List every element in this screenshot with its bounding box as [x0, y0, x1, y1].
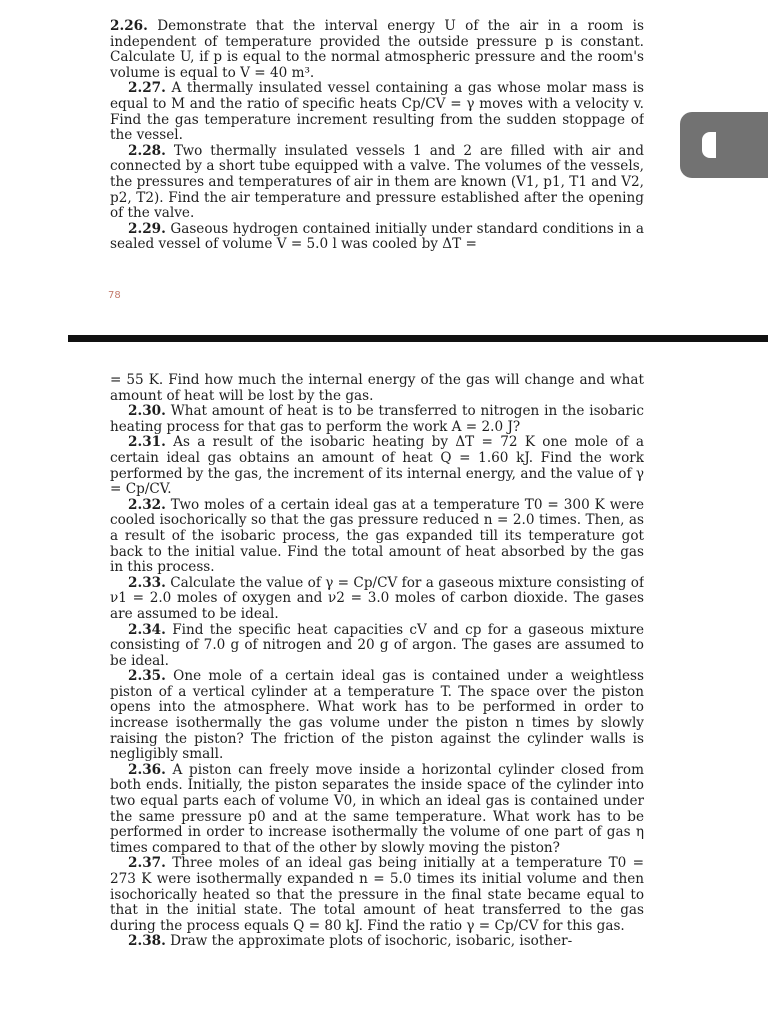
- page-divider: [68, 335, 768, 342]
- problem-text: As a result of the isobaric heating by ΔT = 72 K one mole of a certain ideal gas obtains an amount of heat Q = 1.60 kJ. Find the work performed by the gas, the increment of its internal energy, and the value of γ = Cp/CV.: [110, 434, 644, 498]
- problem-text: A piston can freely move inside a horizontal cylinder closed from both ends. Initially, the piston separates the inside space of the cylinder into two equal parts each of volume V0, in which an ideal gas is contained under the same pressure p0 and at the same temperature. What work has to be performed in order to increase isothermally the volume of one part of gas η times compared to that of the other by slowly moving the piston?: [110, 761, 644, 856]
- problem-2-28: [110, 144, 644, 222]
- problem-number: 2.35.: [128, 668, 166, 685]
- problem-text: Find the specific heat capacities cV and cp for a gaseous mixture consisting of 7.0 g of nitrogen and 20 g of argon. The gases are assumed to be ideal.: [110, 621, 644, 669]
- problem-2-26: [110, 19, 644, 81]
- problem-2-32: [110, 498, 644, 576]
- problem-number: 2.33.: [128, 574, 166, 591]
- continued-lead-text: = 55 K. Find how much the internal energy of the gas will change and what amount of heat will be lost by the gas.: [110, 373, 644, 404]
- problem-number: 2.34.: [128, 621, 166, 638]
- problem-text: Draw the approximate plots of isochoric, isobaric, isother-: [170, 933, 573, 950]
- problem-text: One mole of a certain ideal gas is contained under a weightless piston of a vertical cylinder at a temperature T. The space over the piston opens into the atmosphere. What work has to be performed in order to increase isothermally the gas volume under the piston n times by slowly raising the piston? The friction of the piston against the cylinder walls is negligibly small.: [110, 668, 644, 763]
- problem-2-34: [110, 623, 644, 670]
- problem-number: 2.29.: [128, 220, 166, 237]
- continued-text: [110, 373, 644, 404]
- bottom-page-text: [110, 373, 644, 1024]
- problem-number: 2.36.: [128, 761, 166, 778]
- problem-text: Two thermally insulated vessels 1 and 2 are filled with air and connected by a short tube equipped with a valve. The volumes of the vessels, the pressures and temperatures of air in them are known (V1, p1, T1 and V2, p2, T2). Find the air temperature and pressure established after the opening of the valve.: [110, 142, 644, 222]
- problem-2-31: [110, 435, 644, 497]
- problem-number: 2.26.: [110, 19, 148, 34]
- problem-text: Three moles of an ideal gas being initially at a temperature T0 = 273 K were isothermally expanded n = 5.0 times its initial volume and then isochorically heated so that the pressure in the final state became equal to that in the initial state. The total amount of heat transferred to the gas during the process equals Q = 80 kJ. Find the ratio γ = Cp/CV for this gas.: [110, 855, 644, 934]
- problem-2-33: [110, 576, 644, 623]
- problem-2-27: [110, 81, 644, 143]
- problem-2-38: [110, 934, 644, 950]
- problem-2-37: [110, 856, 644, 934]
- problem-2-36: [110, 763, 644, 857]
- problem-text: A thermally insulated vessel containing a gas whose molar mass is equal to M and the ratio of specific heats Cp/CV = γ moves with a velocity v. Find the gas temperature increment resulting from the sudden stoppage of the vessel.: [110, 80, 644, 144]
- side-tab-button[interactable]: [680, 112, 768, 178]
- problem-number: 2.38.: [128, 933, 166, 950]
- problem-number: 2.27.: [128, 80, 166, 97]
- problem-number: 2.30.: [128, 403, 166, 420]
- problem-text: Calculate the value of γ = Cp/CV for a gaseous mixture consisting of ν1 = 2.0 moles of oxygen and ν2 = 3.0 moles of carbon dioxide. The gases are assumed to be ideal.: [110, 574, 644, 622]
- problem-text: Two moles of a certain ideal gas at a temperature T0 = 300 K were cooled isochorically so that the gas pressure reduced n = 2.0 times. Then, as a result of the isobaric process, the gas expanded till its temperature got back to the initial value. Find the total amount of heat absorbed by the gas in this process.: [110, 496, 644, 576]
- problem-text: Demonstrate that the interval energy U of the air in a room is independent of temperature provided the outside pressure p is constant. Calculate U, if p is equal to the normal atmospheric pressure and the room's volume is equal to V = 40 m³.: [110, 19, 644, 81]
- problem-number: 2.28.: [128, 142, 166, 159]
- problem-number: 2.32.: [128, 496, 166, 513]
- page-number: 78: [108, 290, 121, 301]
- problem-text: Gaseous hydrogen contained initially under standard conditions in a sealed vessel of volume V = 5.0 l was cooled by ΔT =: [110, 220, 644, 253]
- problem-2-29: [110, 222, 644, 253]
- problem-number: 2.37.: [128, 855, 166, 872]
- top-page-text: [110, 19, 644, 274]
- problem-2-35: [110, 669, 644, 763]
- problem-text: What amount of heat is to be transferred to nitrogen in the isobaric heating process for that gas to perform the work A = 2.0 J?: [110, 403, 644, 435]
- problem-number: 2.31.: [128, 434, 166, 451]
- problem-2-30: [110, 404, 644, 435]
